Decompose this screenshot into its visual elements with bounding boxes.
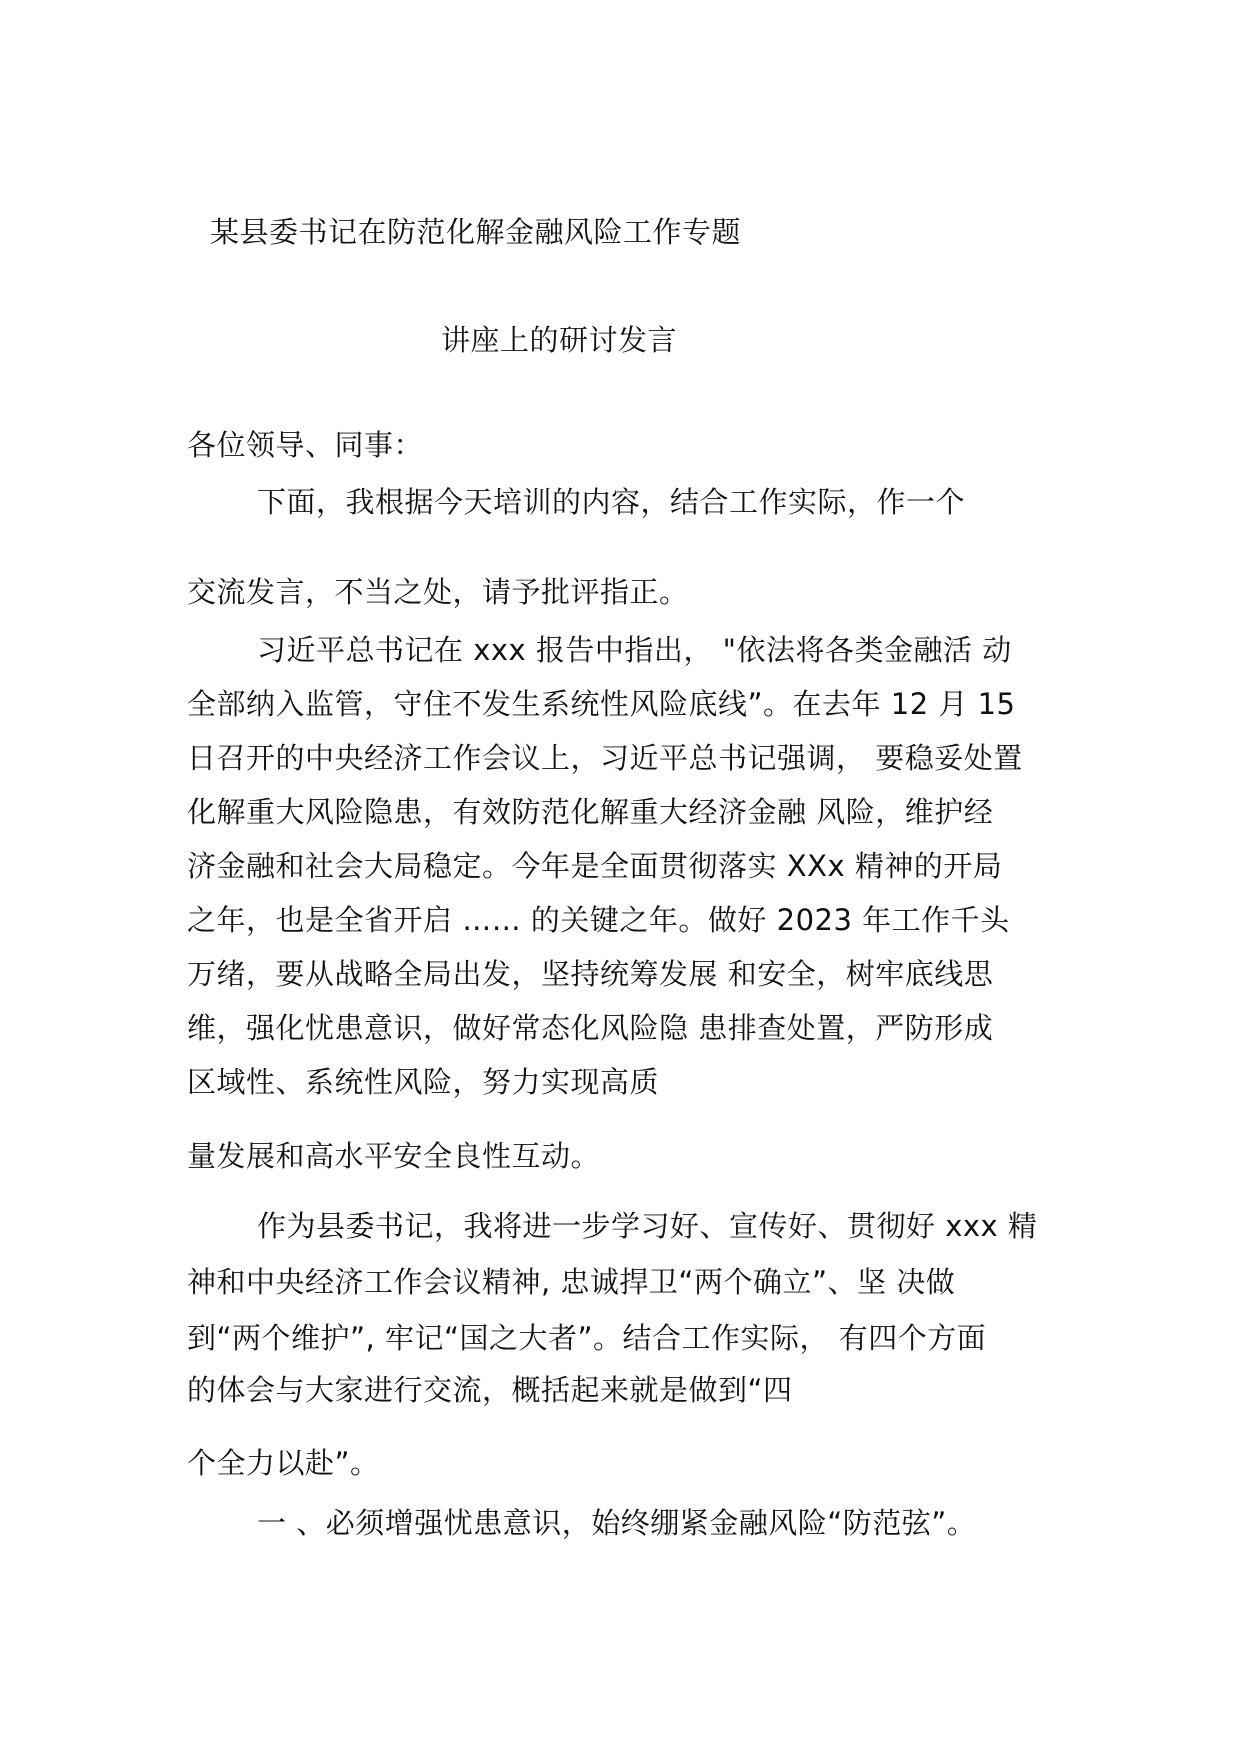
paragraph-line: 到“两个维护”, 牢记“国之大者”。结合工作实际， 有四个方面 [187,1321,987,1355]
paragraph-line: 交流发言，不当之处，请予批评指正。 [187,575,689,609]
paragraph-line: 神和中央经济工作会议精神, 忠诚捍卫“两个确立”、坚 决做 [187,1265,956,1299]
paragraph-line: 量发展和高水平安全良性互动。 [187,1139,601,1173]
paragraph-line: 个全力以赴”。 [187,1446,380,1480]
paragraph-line: 日召开的中央经济工作会议上，习近平总书记强调， 要稳妥处置 [187,741,1023,775]
paragraph-line: 全部纳入监管，守住不发生系统性风险底线”。在去年 12 月 15 [187,687,1016,721]
paragraph-line: 万绪，要从战略全局出发，坚持统筹发展 和安全，树牢底线思 [187,957,994,991]
paragraph-line: 化解重大风险隐患，有效防范化解重大经济金融 风险，维护经 [187,795,994,829]
paragraph-line: 下面，我根据今天培训的内容，结合工作实际，作一个 [257,485,966,519]
paragraph-line: 之年，也是全省开启 …… 的关键之年。做好 2023 年工作千头 [187,903,1010,937]
document-title-line-2: 讲座上的研讨发言 [441,323,678,357]
salutation: 各位领导、同事： [187,428,424,462]
paragraph-line: 维，强化忧患意识，做好常态化风险隐 患排查处置，严防形成 [187,1011,994,1045]
paragraph-line: 作为县委书记，我将进一步学习好、宣传好、贯彻好 xxx 精 [257,1209,1038,1243]
paragraph-line: 习近平总书记在 xxx 报告中指出， "依法将各类金融活 动 [257,633,1012,667]
document-title-line-1: 某县委书记在防范化解金融风险工作专题 [210,215,742,249]
paragraph-line: 的体会与大家进行交流，概括起来就是做到“四 [187,1373,793,1407]
section-heading: 一 、必须增强忧患意识，始终绷紧金融风险“防范弦”。 [257,1506,977,1540]
paragraph-line: 区域性、系统性风险，努力实现高质 [187,1065,660,1099]
paragraph-line: 济金融和社会大局稳定。今年是全面贯彻落实 XXx 精神的开局 [187,849,1003,883]
